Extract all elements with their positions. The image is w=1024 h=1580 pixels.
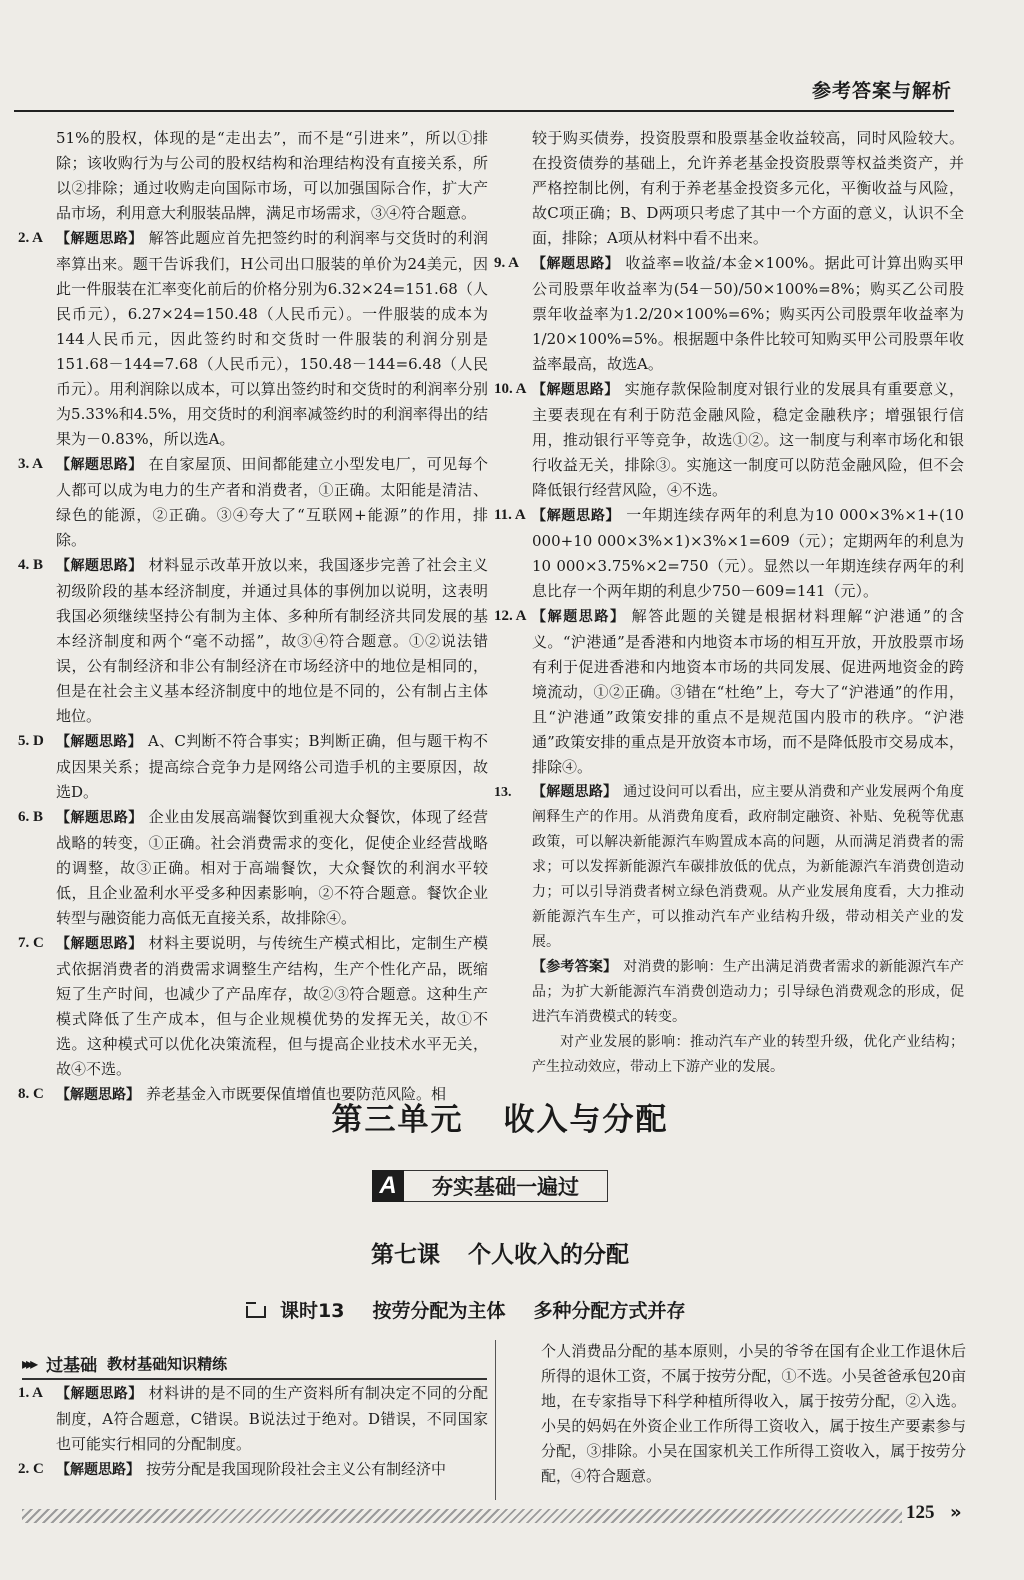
period-number: 课时13 — [280, 1300, 345, 1322]
item-text: 企业由发展高端餐饮到重视大众餐饮，体现了经营战略的转变，①正确。社会消费需求的变化，促使企业经营战略的调整，故③正确。相对于高端餐饮，大众餐饮的利润水平较低，且企业盈利水平受多种因素影响，②不符合题意。餐饮企业转型与融资能力高低无直接关系，故排除④。 — [56, 808, 488, 927]
item-tag: 【解题思路】 — [56, 936, 143, 952]
reference-answer — [494, 955, 964, 1030]
basics-heading — [22, 1350, 487, 1376]
period-name-2: 多种分配方式并存 — [533, 1300, 686, 1322]
period-title — [244, 1296, 685, 1323]
item-tag: 【解题思路】 — [56, 457, 143, 473]
chevrons-icon: ▸▸▸ — [22, 1353, 35, 1373]
answer-item-2 — [18, 226, 488, 452]
item-number: 5. D — [18, 733, 44, 749]
item-number: 1. A — [18, 1385, 44, 1401]
answer-item-3 — [18, 452, 488, 553]
lesson-name: 个人收入的分配 — [468, 1242, 629, 1268]
item-tag: 【解题思路】 — [56, 734, 142, 750]
item-text: 收益率=收益/本金×100%。据此可计算出购买甲公司股票年收益率为(54－50)/50×100%=8%；购买乙公司股票年收益率为1.2/20×100%=6%；购买丙公司股票年收益率为1/20×100%=5%。根据题中条件比较可知购买甲公司股票年收益率最高，故选A。 — [532, 254, 964, 373]
item-text: 按劳分配是我国现阶段社会主义公有制经济中 — [146, 1460, 447, 1478]
item-tag: 【解题思路】 — [56, 810, 143, 826]
item-number: 6. B — [18, 809, 44, 825]
section-letter-icon: A — [372, 1170, 404, 1202]
item-text: 养老基金入市既要保值增值也要防范风险。相 — [146, 1085, 447, 1103]
answer-item-7 — [18, 931, 488, 1082]
item-tag: 【解题思路】 — [56, 231, 143, 247]
item-tag: 【解题思路】 — [56, 1462, 140, 1478]
item-tag: 【解题思路】 — [532, 784, 618, 800]
item-text: 解答此题应首先把签约时的利润率与交货时的利润率算出来。题干告诉我们，H公司出口服装的单价为24美元，因此一件服装在汇率变化前后的价格分别为6.32×24=151.68（人民币元），6.27×24=150.48（人民币元）。一件服装的成本为144人民币元，因此签约时和交货时一件服装的利润分别是151.68－144=7.68（人民币元），150.48－144=6.48（人民币元）。用利润除以成本，可以算出签约时和交货时的利润率分别为5.33%和4.5%，用交货时的利润率减签约时的利润率得出的结果为－0.83%，所以选A。 — [56, 229, 488, 448]
header-rule — [14, 110, 954, 112]
section-banner — [372, 1170, 608, 1202]
answer-item-6 — [18, 805, 488, 931]
folder-icon — [244, 1300, 268, 1320]
item-text: 通过设问可以看出，应主要从消费和产业发展两个角度阐释生产的作用。从消费角度看，政府制定融资、补贴、免税等优惠政策，可以解决新能源汽车购置成本高的问题，从而满足消费者的需求；可以发挥新能源汽车碳排放低的优点，为新能源汽车消费创造动力；可以引导消费者树立绿色消费观。从产业发展角度看，大力推动新能源汽车生产，可以推动汽车产业结构升级，带动相关产业的发展。 — [532, 784, 965, 950]
basics-rule — [22, 1378, 487, 1380]
item-text: 材料主要说明，与传统生产模式相比，定制生产模式依据消费者的消费需求调整生产结构，生产个性化产品，既缩短了生产时间，也减少了产品库存，故②③符合题意。这种生产模式降低了生产成本，但与企业规模优势的发挥无关，故①不选。这种模式可以优化决策流程，但与提高企业技术水平无关，故④不选。 — [56, 934, 488, 1078]
item-number: 3. A — [18, 456, 44, 472]
lesson-title — [0, 1236, 1000, 1269]
item-number: 10. A — [494, 381, 527, 397]
item-number: 8. C — [18, 1086, 44, 1102]
basics-item-1 — [18, 1381, 488, 1457]
item-tag: 【解题思路】 — [56, 1087, 140, 1103]
item-tag: 【解题思路】 — [532, 382, 619, 398]
item-text: 一年期连续存两年的利息为10 000×3%×1+(10 000+10 000×3%×1)×3%×1=609（元）；定期两年的利息为10 000×3.75%×2=750（元）。显然以一年期连续存两年的利息比存一个两年期的利息少750－609=141（元）。 — [532, 506, 964, 600]
item-text: 实施存款保险制度对银行业的发展具有重要意义，主要表现在有利于防范金融风险，稳定金融秩序；增强银行信用，推动银行平等竞争，故选①②。这一制度与利率市场化和银行收益无关，排除③。实施这一制度可以防范金融风险，但不会降低银行经营风险，④不选。 — [532, 380, 964, 499]
reference-answer-tag: 【参考答案】 — [532, 959, 618, 975]
item-number: 11. A — [494, 507, 526, 523]
item-tag: 【解题思路】 — [56, 558, 143, 574]
basics-item-2 — [18, 1457, 488, 1483]
item-number: 2. C — [18, 1461, 44, 1477]
next-arrow-icon: » — [950, 1502, 962, 1523]
section-label: 夯实基础一遍过 — [432, 1175, 579, 1199]
answer-item-10 — [494, 377, 964, 503]
bottom-right-column — [541, 1339, 966, 1489]
answer-item-4 — [18, 553, 488, 729]
footer-stripe — [22, 1509, 902, 1523]
unit-title — [0, 1094, 1000, 1139]
bottom-left-column — [18, 1381, 488, 1483]
answer-item-11 — [494, 503, 964, 604]
header-title: 参考答案与解析 — [811, 80, 952, 102]
unit-number: 第三单元 — [331, 1102, 464, 1138]
left-continuation: 51%的股权，体现的是“走出去”，而不是“引进来”，所以①排除；该收购行为与公司的股权结构和治理结构没有直接关系，所以②排除；通过收购走向国际市场，可以加强国际合作，扩大产品市场，利用意大利服装品牌，满足市场需求，③④符合题意。 — [56, 129, 488, 222]
basics-item-2-continuation: 个人消费品分配的基本原则，小吴的爷爷在国有企业工作退休后所得的退休工资，不属于按劳分配，①不选。小吴爸爸承包20亩地，在专家指导下科学种植所得收入，属于按劳分配，②入选。小吴的妈妈在外资企业工作所得工资收入，属于按生产要素参与分配，③排除。小吴在国家机关工作所得工资收入，属于按劳分配，④符合题意。 — [541, 1342, 966, 1485]
item-number: 7. C — [18, 935, 44, 951]
item-tag: 【解题思路】 — [56, 1386, 143, 1402]
basics-label: 过基础 — [46, 1355, 98, 1376]
item-number: 13. — [494, 785, 512, 800]
right-column — [494, 126, 964, 1080]
answer-item-13 — [494, 780, 964, 955]
item-number: 2. A — [18, 230, 44, 246]
reference-answer-text: 对消费的影响：生产出满足消费者需求的新能源汽车产品；为扩大新能源汽车消费创造动力；引导绿色消费观念的形成，促进汽车消费模式的转变。 — [532, 959, 965, 1025]
left-column — [18, 126, 488, 1108]
answer-item-5 — [18, 729, 488, 805]
item-text: 材料讲的是不同的生产资料所有制决定不同的分配制度，A符合题意，C错误。B说法过于绝对。D错误，不同国家也可能实行相同的分配制度。 — [56, 1384, 488, 1453]
item-number: 12. A — [494, 608, 527, 624]
item-number: 9. A — [494, 255, 520, 271]
item-text: 解答此题的关键是根据材料理解“沪港通”的含义。“沪港通”是香港和内地资本市场的相互开放，开放股票市场有利于促进香港和内地资本市场的共同发展、促进两地资金的跨境流动，①②正确。③错在“杜绝”上，夸大了“沪港通”的作用，且“沪港通”政策安排的重点不是规范国内股市的秩序。“沪港通”政策安排的重点是开放资本市场，而不是降低股市交易成本，排除④。 — [532, 607, 965, 776]
item-text: 材料显示改革开放以来，我国逐步完善了社会主义初级阶段的基本经济制度，并通过具体的事例加以说明，这表明我国必须继续坚持公有制为主体、多种所有制经济共同发展的基本经济制度和两个“毫不动摇”，故③④符合题意。①②说法错误，公有制经济和非公有制经济在市场经济中的地位是相同的，但是在社会主义基本经济制度中的地位是不同的，公有制占主体地位。 — [56, 556, 488, 725]
basics-subtitle: 教材基础知识精练 — [107, 1354, 228, 1373]
period-name-1: 按劳分配为主体 — [372, 1300, 506, 1322]
item-tag: 【解题思路】 — [532, 609, 626, 625]
item-tag: 【解题思路】 — [532, 508, 621, 524]
item-tag: 【解题思路】 — [532, 256, 620, 272]
unit-name: 收入与分配 — [503, 1102, 669, 1138]
column-divider — [495, 1340, 496, 1500]
item-text: A、C判断不符合事实；B判断正确，但与题干构不成因果关系；提高综合竞争力是网络公司造手机的主要原因，故选D。 — [56, 732, 489, 801]
right-continuation: 较于购买债券，投资股票和股票基金收益较高，同时风险较大。在投资债券的基础上，允许养老基金投资股票等权益类资产，并严格控制比例，有利于养老基金投资多元化，平衡收益与风险，故C项正确；B、D两项只考虑了其中一个方面的意义，认识不全面，排除；A项从材料中看不出来。 — [532, 129, 964, 247]
item-number: 4. B — [18, 557, 44, 573]
lesson-number: 第七课 — [371, 1242, 440, 1268]
answer-item-12 — [494, 604, 964, 780]
reference-answer-2: 对产业发展的影响：推动汽车产业的转型升级，优化产业结构；产生拉动效应，带动上下游产业的发展。 — [532, 1034, 964, 1075]
item-text: 在自家屋顶、田间都能建立小型发电厂，可见每个人都可以成为电力的生产者和消费者，①正确。太阳能是清洁、绿色的能源，②正确。③④夸大了“互联网+能源”的作用，排除。 — [56, 455, 488, 549]
page-number: 125 — [906, 1502, 935, 1523]
answer-item-9 — [494, 251, 964, 377]
